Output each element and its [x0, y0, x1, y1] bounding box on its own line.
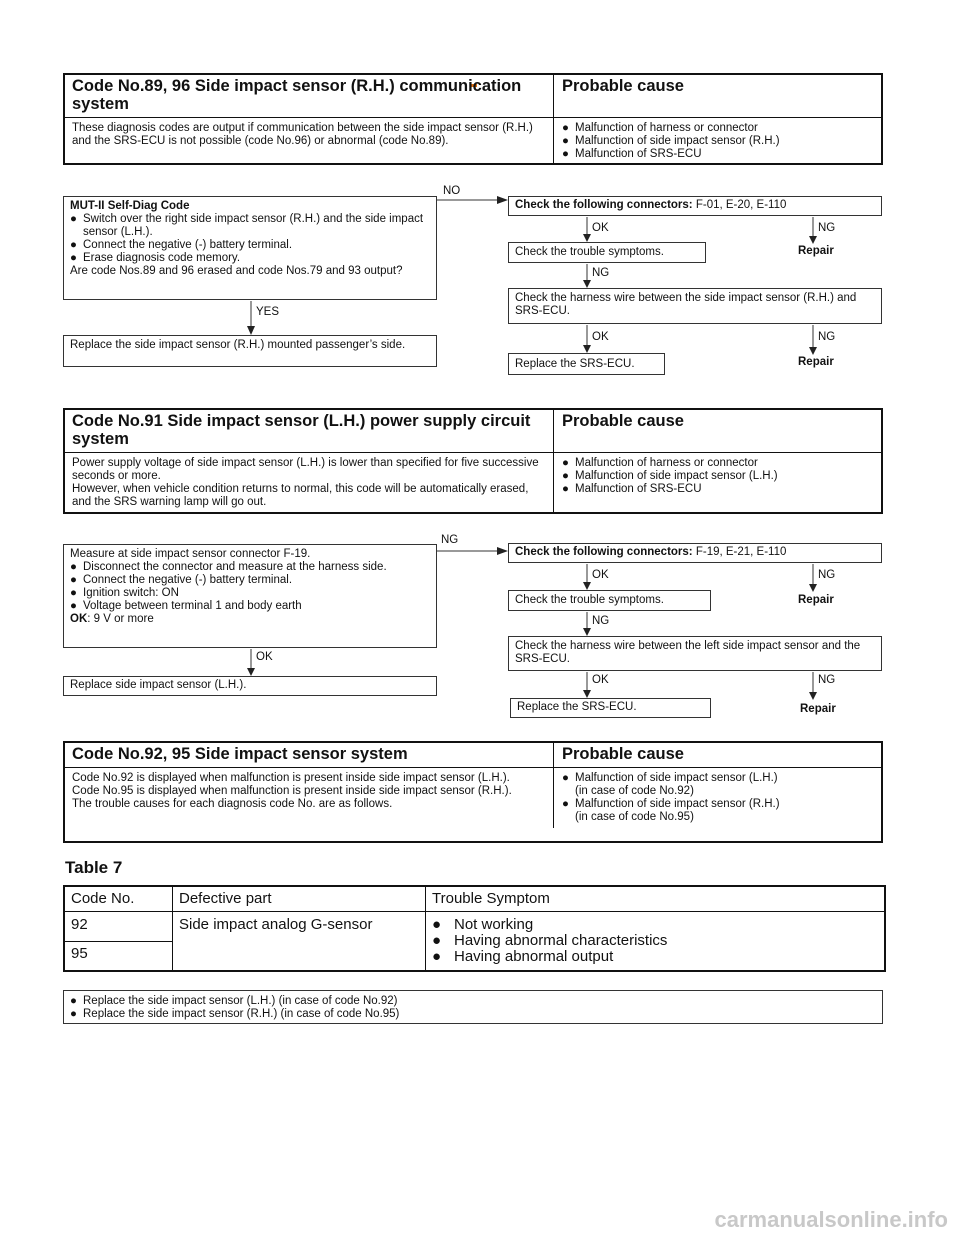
replace-srs-ecu-box-1: Replace the SRS-ECU. — [508, 353, 665, 375]
watermark: carmanualsonline.info — [714, 1207, 948, 1232]
table-header-trouble-symptom: Trouble Symptom — [432, 890, 550, 907]
table-header-defective-part: Defective part — [179, 890, 272, 907]
code-92-95-description: Code No.92 is displayed when malfunction is present inside side impact sensor (L.H.). Code No.95 is displayed when malfunction is present inside side impact sensor (R.H.). The trouble causes for each diagnosis code No. are as follows. — [65, 768, 554, 828]
ok-label: OK — [592, 569, 609, 581]
probable-cause-heading: Probable cause — [562, 745, 684, 763]
code-89-96-title: Code No.89, 96 Side impact sensor (R.H.) communication system — [65, 75, 554, 117]
replacement-notes: ● Replace the side impact sensor (L.H.) (in case of code No.92) ● Replace the side impact sensor (R.H.) (in case of code No.95) — [63, 990, 883, 1024]
no-label: NO — [443, 185, 461, 197]
probable-cause-heading: Probable cause — [562, 412, 684, 430]
table-header-divider — [65, 911, 884, 912]
table-column-divider — [425, 887, 426, 970]
replace-rh-sensor-box: Replace the side impact sensor (R.H.) mounted passenger’s side. — [63, 335, 437, 367]
table-7 — [63, 885, 886, 972]
replace-lh-sensor-box: Replace side impact sensor (L.H.). — [63, 676, 437, 696]
code-91-description: Power supply voltage of side impact sensor (L.H.) is lower than specified for five successive seconds or more. However, when vehicle condition returns to normal, this code will be automatically erased, and the SRS warning lamp will go out. — [65, 453, 554, 513]
repair-label: Repair — [798, 594, 834, 606]
table-header-code: Code No. — [71, 890, 135, 907]
repair-label: Repair — [800, 703, 836, 715]
measure-sensor-connector-box: Measure at side impact sensor connector F-19. ● Disconnect the connector and measure at the harness side. ● Connect the negative (-) battery terminal. ● Ignition switch: ON ● Voltage between terminal 1 and body earth OK: 9 V or more — [63, 544, 437, 648]
check-trouble-symptoms-box-2: Check the trouble symptoms. — [508, 590, 711, 611]
table-cell-symptoms: ● Not working ● Having abnormal characteristics ● Having abnormal output — [432, 916, 668, 965]
code-91-causes: ● Malfunction of harness or connector ● Malfunction of side impact sensor (L.H.) ● Malfunction of SRS-ECU — [562, 457, 778, 495]
yes-label: YES — [256, 306, 280, 318]
ok-label: OK — [592, 222, 609, 234]
ng-label: NG — [592, 615, 610, 627]
repair-label: Repair — [798, 245, 834, 257]
code-89-96-description: These diagnosis codes are output if communication between the side impact sensor (R.H.) and the SRS-ECU is not possible (code No.96) or abnormal (code No.89). — [65, 118, 554, 165]
table-cell-code: 95 — [71, 945, 88, 962]
ng-label: NG — [818, 331, 836, 343]
check-trouble-symptoms-box-1: Check the trouble symptoms. — [508, 242, 706, 263]
ok-label: OK — [592, 331, 609, 343]
check-connectors-box-2: Check the following connectors: F-19, E-21, E-110 — [508, 543, 882, 563]
ng-label: NG — [441, 534, 459, 546]
ng-label: NG — [818, 569, 836, 581]
repair-label: Repair — [798, 356, 834, 368]
ng-label: NG — [818, 222, 836, 234]
probable-cause-heading: Probable cause — [562, 77, 684, 95]
code-92-95-causes: ● Malfunction of side impact sensor (L.H.) (in case of code No.92) ● Malfunction of side impact sensor (R.H.) (in case of code No.95) — [562, 772, 780, 823]
code-91-title: Code No.91 Side impact sensor (L.H.) power supply circuit system — [65, 410, 554, 452]
table-row-divider — [65, 941, 172, 942]
check-harness-box-2: Check the harness wire between the left side impact sensor and the SRS-ECU. — [508, 636, 882, 671]
ok-label: OK — [256, 651, 273, 663]
check-harness-box-1: Check the harness wire between the side impact sensor (R.H.) and SRS-ECU. — [508, 288, 882, 324]
table-column-divider — [172, 887, 173, 970]
ok-label: OK — [592, 674, 609, 686]
check-connectors-box-1: Check the following connectors: F-01, E-20, E-110 — [508, 196, 882, 216]
mut-ii-self-diag-box: MUT-II Self-Diag Code ● Switch over the right side impact sensor (R.H.) and the side impact sensor (L.H.). ● Connect the negative (-) battery terminal. ● Erase diagnosis code memory. Are code Nos.89 and 96 erased and code Nos.79 and 93 output? — [63, 196, 437, 300]
replace-srs-ecu-box-2: Replace the SRS-ECU. — [510, 698, 711, 718]
code-89-96-causes: ● Malfunction of harness or connector ● Malfunction of side impact sensor (R.H.) ● Malfunction of SRS-ECU — [562, 122, 780, 160]
code-92-95-title: Code No.92, 95 Side impact sensor system — [65, 743, 554, 767]
table-cell-defective-part: Side impact analog G-sensor — [179, 916, 373, 933]
ng-label: NG — [818, 674, 836, 686]
ng-label: NG — [592, 267, 610, 279]
probable-cause-table-92-95 — [63, 741, 883, 843]
table-7-title: Table 7 — [65, 858, 123, 877]
table-cell-code: 92 — [71, 916, 88, 933]
